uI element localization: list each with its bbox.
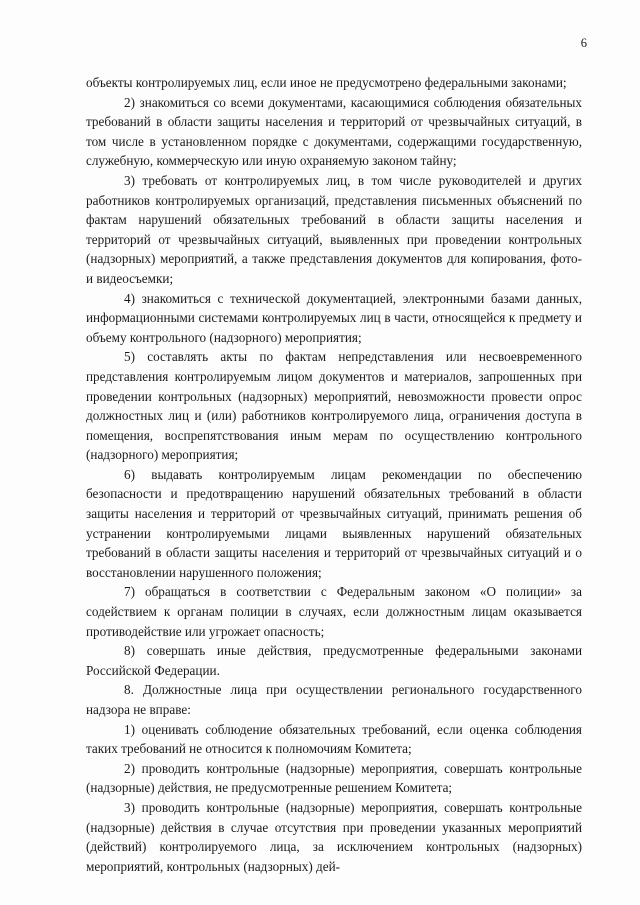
paragraph: 3) требовать от контролируемых лиц, в том числе руководителей и других работников контролируемых организаций, представления письменных объяснений по фактам нарушений обязательных требований в области защиты населения и территорий от чрезвычайных ситуаций, выявленных при проведении контрольных (надзорных) мероприятий, а также представления документов для копирования, фото- и видеосъемки; — [86, 172, 582, 286]
paragraph: 8. Должностные лица при осуществлении регионального государственного надзора не вправе: — [86, 682, 582, 717]
paragraph: объекты контролируемых лиц, если иное не предусмотрено федеральными законами; — [86, 75, 567, 90]
paragraph: 8) совершать иные действия, предусмотренные федеральными законами Российской Федерации. — [86, 643, 582, 678]
paragraph: 5) составлять акты по фактам непредставления или несвоевременного представления контролируемым лицом документов и материалов, запрошенных при проведении контрольных (надзорных) мероприятий, невозможности провести опрос должностных лиц и (или) работников контролируемого лица, ограничения доступа в помещения, воспрепятствования иным мерам по осуществлению контрольного (надзорного) мероприятия; — [86, 349, 582, 463]
paragraph: 4) знакомиться с технической документацией, электронными базами данных, информационными системами контролируемых лиц в части, относящейся к предмету и объему контрольного (надзорного) мероприятия; — [86, 290, 582, 345]
page-number: 6 — [580, 36, 587, 50]
paragraph: 1) оценивать соблюдение обязательных требований, если оценка соблюдения таких требований не относится к полномочиям Комитета; — [86, 721, 582, 757]
paragraph: 6) выдавать контролируемым лицам рекомендации по обеспечению безопасности и предотвращению нарушений обязательных требований в области защиты населения и территорий от чрезвычайных ситуаций, принимать решения об устранении контролируемыми лицами выявленных нарушений обязательных требований в области защиты населения и территорий от чрезвычайных ситуаций и о восстановлении нарушенного положения; — [86, 466, 582, 580]
paragraph: 2) проводить контрольные (надзорные) мероприятия, совершать контрольные (надзорные) действия, не предусмотренные решением Комитета; — [86, 760, 582, 796]
paragraph: 2) знакомиться со всеми документами, касающимися соблюдения обязательных требований в области защиты населения и территорий от чрезвычайных ситуаций, в том числе в установленном порядке с документами, содержащими государственную, служебную, коммерческую или иную охраняемую законом тайну; — [86, 94, 582, 169]
paragraph: 3) проводить контрольные (надзорные) мероприятия, совершать контрольные (надзорные) действия в случае отсутствия при проведении указанных мероприятий (действий) контролируемого лица, за исключением контрольных (надзорных) мероприятий, контрольных (надзорных) дей- — [86, 799, 582, 874]
document-body — [86, 73, 582, 876]
paragraph: 7) обращаться в соответствии с Федеральным законом «О полиции» за содействием к органам полиции в случаях, если должностным лицам оказывается противодействие или угрожает опасность; — [86, 584, 582, 639]
